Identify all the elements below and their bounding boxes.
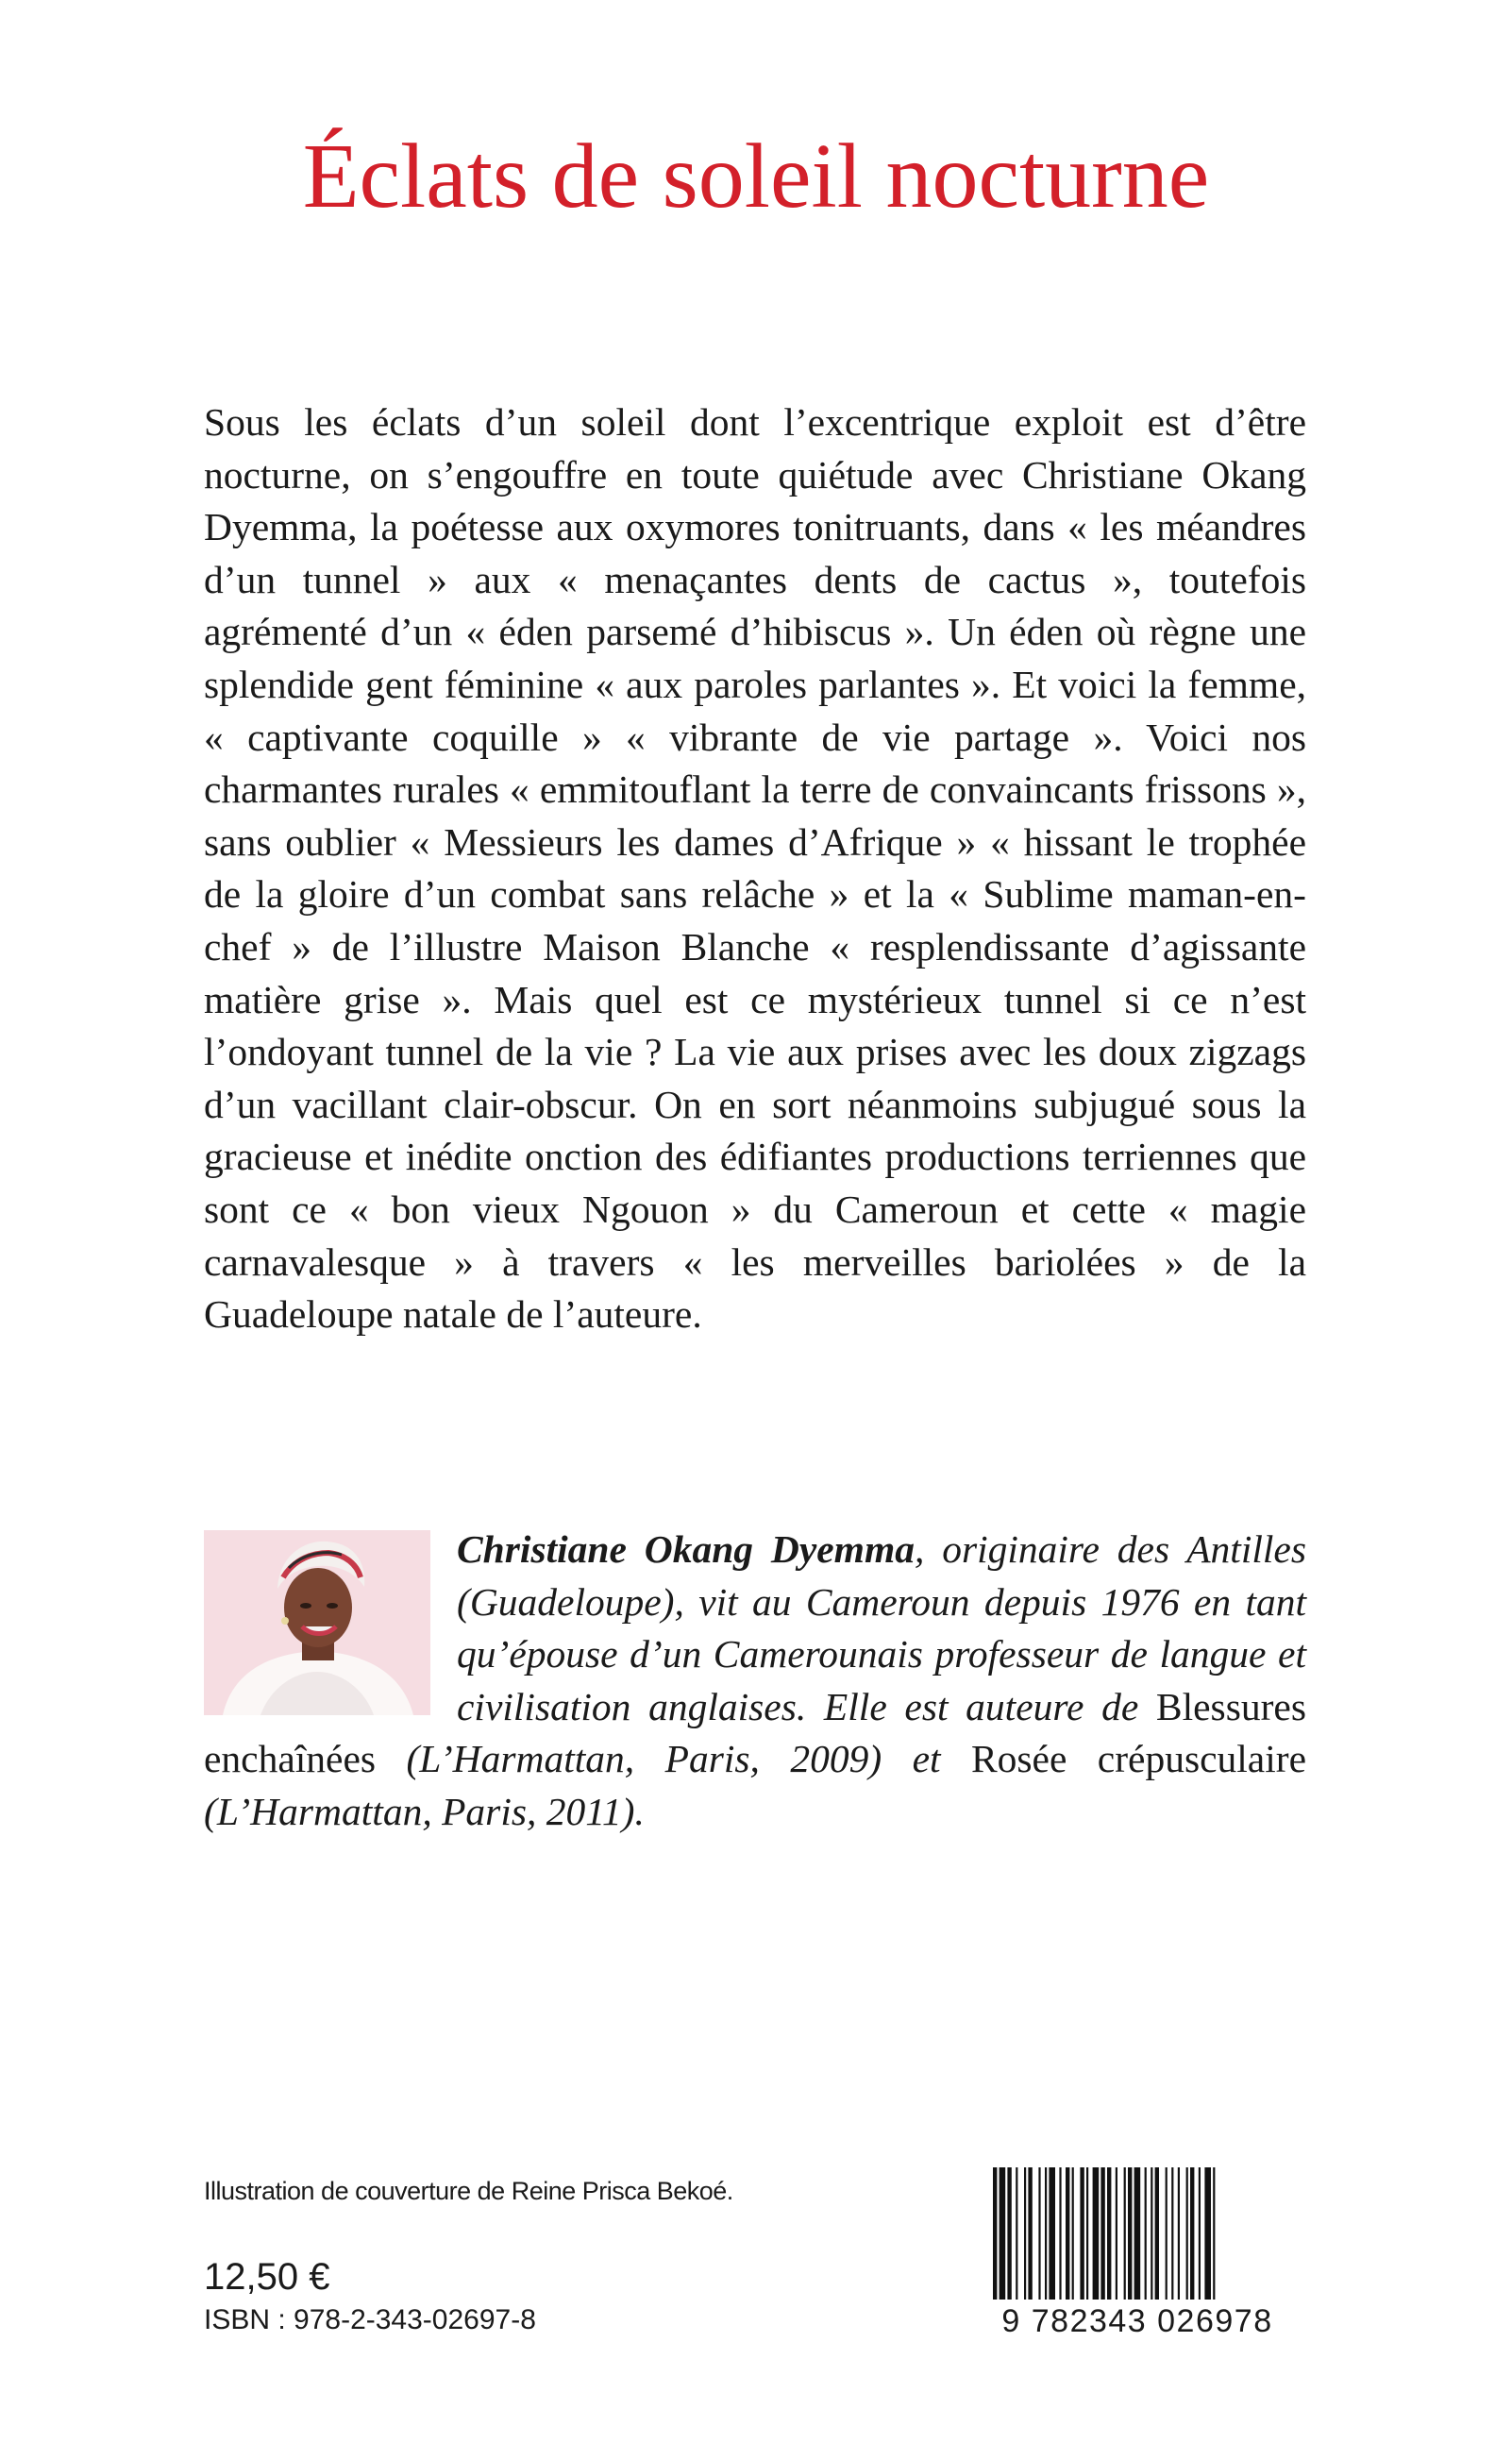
barcode-bar xyxy=(1107,2167,1111,2300)
barcode-bar xyxy=(1080,2167,1084,2300)
barcode-bar xyxy=(1116,2167,1117,2300)
isbn: ISBN : 978-2-343-02697-8 xyxy=(204,2304,536,2335)
bio-book-1: Blessures enchaînées xyxy=(204,1684,1306,1781)
barcode-bar xyxy=(1204,2167,1211,2300)
author-bio xyxy=(204,1524,1306,1839)
barcode-bar xyxy=(1024,2167,1026,2300)
barcode-bar xyxy=(1016,2167,1017,2300)
barcode-bar xyxy=(1178,2167,1180,2300)
barcode-bar xyxy=(1199,2167,1201,2300)
barcode-bar xyxy=(1151,2167,1152,2300)
barcode-bar xyxy=(1100,2167,1104,2300)
barcode-bar xyxy=(1166,2167,1168,2300)
barcode-number: 9 782343 026978 xyxy=(1001,2303,1273,2339)
barcode-bar xyxy=(1093,2167,1100,2300)
barcode-bar xyxy=(1000,2167,1006,2300)
barcode-bar xyxy=(1213,2167,1215,2300)
barcode-bar xyxy=(1134,2167,1141,2300)
bio-text-2: (L’Harmattan, Paris, 2009) et xyxy=(376,1737,971,1781)
barcode-bar xyxy=(1072,2167,1074,2300)
barcode xyxy=(966,2148,1308,2356)
barcode-bar xyxy=(1145,2167,1147,2300)
bio-book-2: Rosée crépusculaire xyxy=(970,1737,1306,1781)
bio-text-1: , originaire des Antilles (Guadeloupe), vit au Cameroun depuis 1976 en tant qu’épouse d’un Camerounais professeur de langue et civilisation anglaises. Elle est auteure de xyxy=(457,1527,1306,1728)
barcode-bar xyxy=(1171,2167,1173,2300)
barcode-bar xyxy=(1007,2167,1011,2300)
barcode-bar xyxy=(1128,2167,1132,2300)
barcode-bar xyxy=(1059,2167,1061,2300)
barcode-bars xyxy=(966,2148,1308,2300)
barcode-bar xyxy=(993,2167,997,2300)
barcode-bar xyxy=(1086,2167,1088,2300)
barcode-bar xyxy=(1155,2167,1159,2300)
barcode-bar xyxy=(1028,2167,1032,2300)
back-cover-blurb: Sous les éclats d’un soleil dont l’excentrique exploit est d’être nocturne, on s’engouffre en toute quiétude avec Christiane Okang Dyemma, la poétesse aux oxymores tonitruants, dans « les méandres d’un tunnel » aux « menaçantes dents de cactus », toutefois agrémenté d’un « éden parsemé d’hibiscus ». Un éden où règne une splendide gent féminine « aux paroles parlantes ». Et voici la femme, « captivante coquille » « vibrante de vie partage ». Voici nos charmantes rurales « emmitouflant la terre de convaincants frissons », sans oublier « Messieurs les dames d’Afrique » « hissant le trophée de la gloire d’un combat sans relâche » et la « Sublime maman-en-chef » de l’illustre Maison Blanche « resplendissante d’agissante matière grise ». Mais quel est ce mystérieux tunnel si ce n’est l’ondoyant tunnel de la vie ? La vie aux prises avec les doux zigzags d’un vacillant clair-obscur. On en sort néanmoins subjugué sous la gracieuse et inédite onction des édifiantes productions terriennes que sont ce « bon vieux Ngouon » du Cameroun et cette « magie carnavalesque » à travers « les merveilles bariolées » de la Guadeloupe natale de l’auteure. xyxy=(204,400,1306,1337)
barcode-bar xyxy=(1045,2167,1047,2300)
author-name: Christiane Okang Dyemma xyxy=(457,1527,915,1571)
barcode-bar xyxy=(1186,2167,1188,2300)
barcode-bar xyxy=(1190,2167,1194,2300)
barcode-bar xyxy=(1038,2167,1040,2300)
barcode-bar xyxy=(1124,2167,1126,2300)
book-title: Éclats de soleil nocturne xyxy=(302,126,1210,227)
price: 12,50 € xyxy=(204,2256,330,2298)
illustration-credit: Illustration de couverture de Reine Prisca Bekoé. xyxy=(204,2177,733,2205)
bio-text-3: (L’Harmattan, Paris, 2011). xyxy=(204,1789,645,1833)
barcode-bar xyxy=(1049,2167,1055,2300)
barcode-bar xyxy=(1066,2167,1069,2300)
